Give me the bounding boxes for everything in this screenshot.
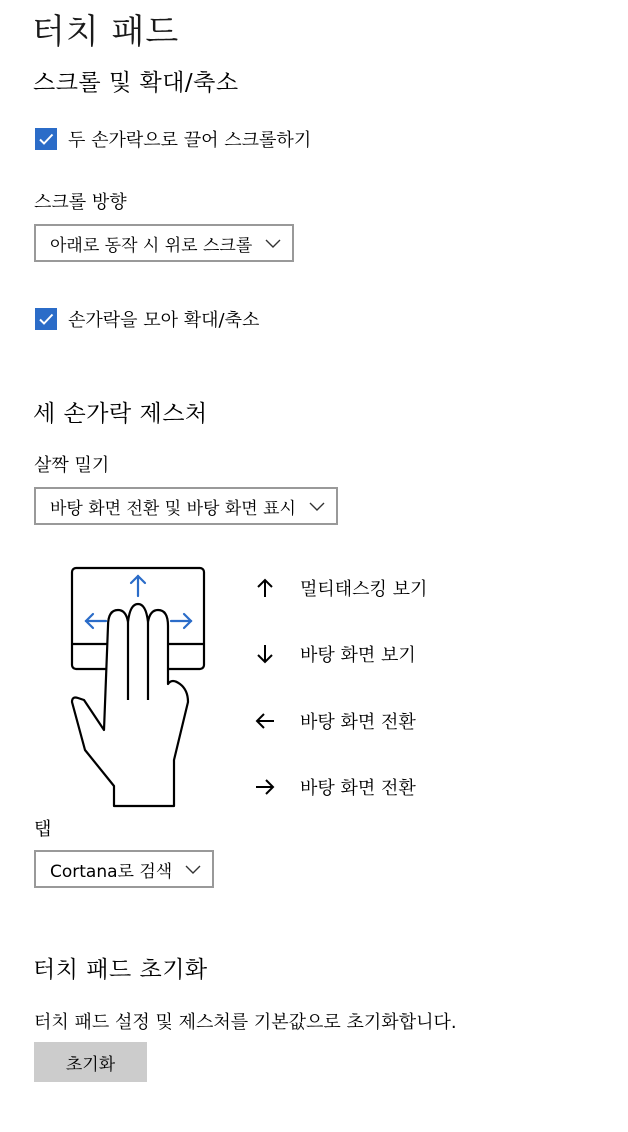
drag-scroll-checkbox-row[interactable] xyxy=(35,126,311,152)
tap-label: 탭 xyxy=(34,819,52,840)
arrow-right-icon xyxy=(254,776,276,798)
checkmark-icon xyxy=(37,130,55,148)
reset-description: 터치 패드 설정 및 제스처를 기본값으로 초기화합니다. xyxy=(34,1012,457,1033)
drag-scroll-checkbox[interactable] xyxy=(35,128,57,150)
reset-button[interactable]: 초기화 xyxy=(34,1042,147,1082)
arrow-up-icon xyxy=(254,577,276,599)
swipe-value: 바탕 화면 전환 및 바탕 화면 표시 xyxy=(50,498,296,519)
gesture-label-up: 멀티태스킹 보기 xyxy=(300,579,428,600)
scroll-direction-value: 아래로 동작 시 위로 스크롤 xyxy=(50,235,253,256)
three-finger-swipe-illustration xyxy=(60,560,220,810)
gesture-row-right xyxy=(254,774,416,800)
gesture-label-left: 바탕 화면 전환 xyxy=(300,712,416,733)
checkmark-icon xyxy=(37,310,55,328)
pinch-zoom-label: 손가락을 모아 확대/축소 xyxy=(68,310,260,331)
section-title-reset: 터치 패드 초기화 xyxy=(33,957,208,983)
gesture-label-right: 바탕 화면 전환 xyxy=(300,778,416,799)
tap-dropdown[interactable] xyxy=(34,850,214,888)
arrow-down-icon xyxy=(254,643,276,665)
pinch-zoom-checkbox-row[interactable] xyxy=(35,306,259,332)
scroll-direction-dropdown[interactable] xyxy=(34,224,294,262)
gesture-row-down xyxy=(254,641,416,667)
gesture-row-left xyxy=(254,708,416,734)
swipe-label: 살짝 밀기 xyxy=(34,455,110,476)
scroll-direction-label: 스크롤 방향 xyxy=(34,192,127,213)
drag-scroll-label: 두 손가락으로 끌어 스크롤하기 xyxy=(68,130,312,151)
section-title-scroll-zoom: 스크롤 및 확대/축소 xyxy=(33,70,239,96)
chevron-down-icon xyxy=(264,237,282,249)
pinch-zoom-checkbox[interactable] xyxy=(35,308,57,330)
arrow-left-icon xyxy=(254,710,276,732)
gesture-label-down: 바탕 화면 보기 xyxy=(300,645,416,666)
page-title: 터치 패드 xyxy=(32,12,180,52)
swipe-dropdown[interactable] xyxy=(34,487,338,525)
chevron-down-icon xyxy=(184,863,202,875)
chevron-down-icon xyxy=(308,500,326,512)
tap-value: Cortana로 검색 xyxy=(50,861,173,882)
gesture-row-up xyxy=(254,575,427,601)
section-title-three-finger: 세 손가락 제스처 xyxy=(33,401,208,427)
